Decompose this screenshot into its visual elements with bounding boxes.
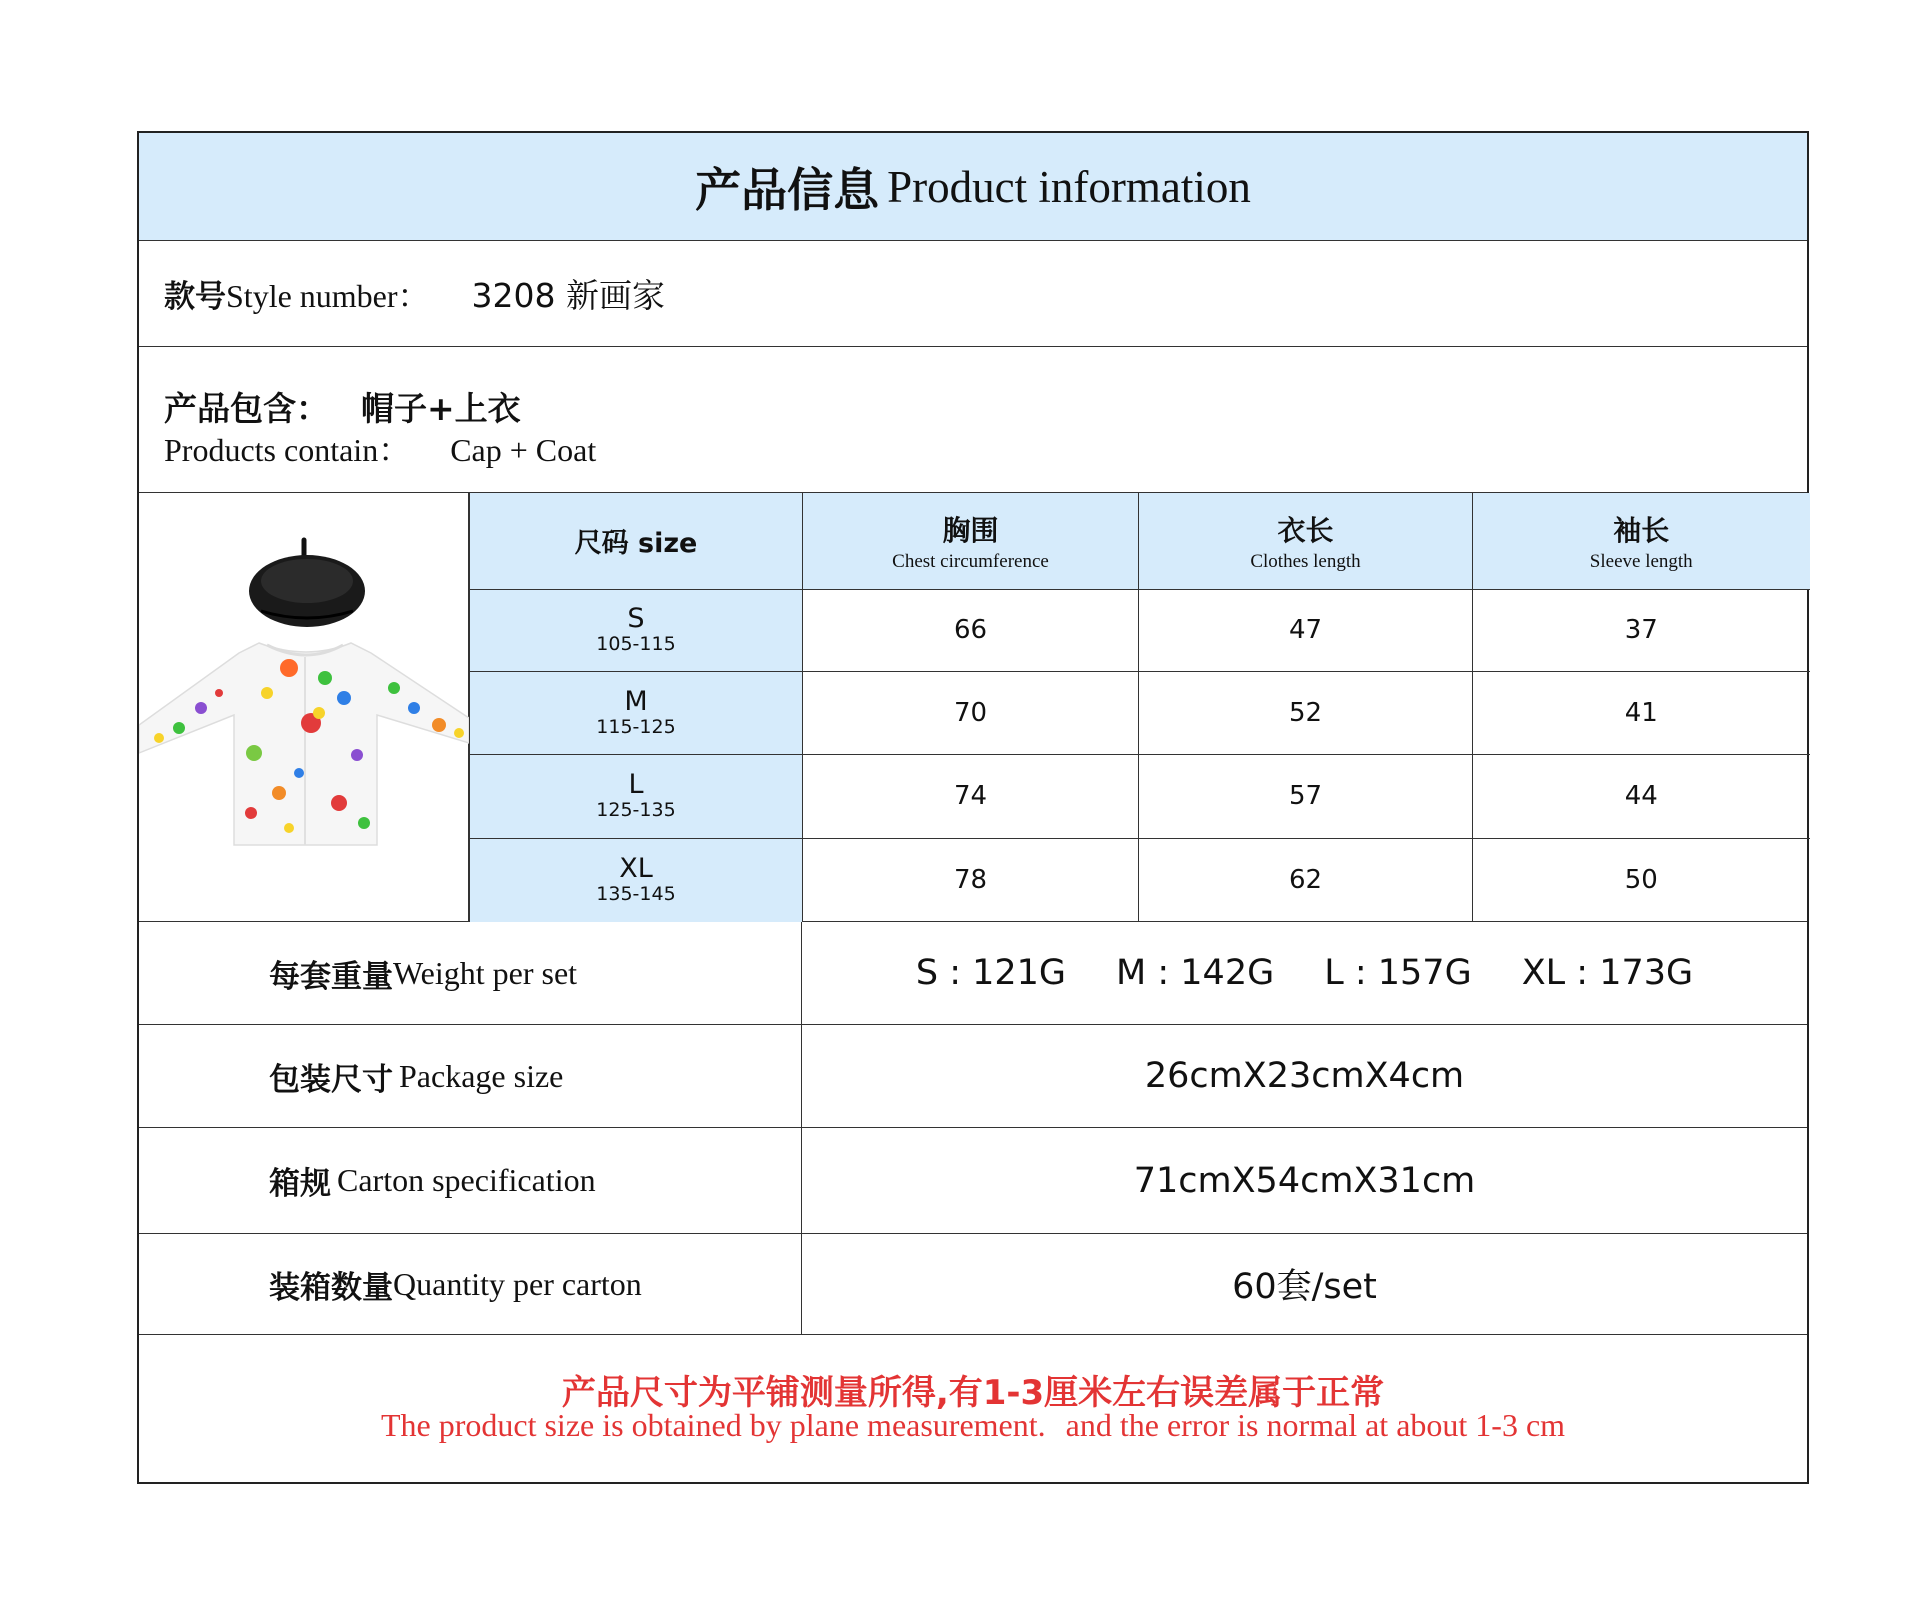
size-range: 115-125 [596, 715, 676, 738]
quantity-row [139, 1234, 1807, 1335]
carton-spec-row [139, 1128, 1807, 1234]
package-label-en: Package size [399, 1057, 564, 1094]
contain-label-en: Products contain： [164, 432, 411, 468]
product-photo [139, 493, 469, 922]
package-size-row [139, 1025, 1807, 1128]
contain-value-en: Cap + Coat [450, 432, 597, 468]
size-column-header: 尺码 size [470, 493, 803, 589]
contain-value-zh: 帽子+上衣 [361, 389, 521, 428]
chest-value: 66 [953, 615, 988, 645]
weight-label-en: Weight per set [393, 954, 578, 991]
size-table [469, 493, 1810, 922]
size-chart-block [139, 493, 1807, 922]
note-en-part2: and the error is normal at about 1-3 cm [1065, 1407, 1566, 1443]
size-name: M [624, 685, 648, 717]
note-zh: 产品尺寸为平铺测量所得,有1-3厘米左右误差属于正常 [561, 1373, 1385, 1413]
weight-label-zh: 每套重量 [269, 958, 393, 995]
chest-value: 78 [953, 865, 988, 896]
length-value: 52 [1288, 697, 1323, 728]
measurement-note [139, 1335, 1807, 1486]
table-row [470, 754, 1810, 838]
size-name: XL [619, 853, 653, 885]
product-info-sheet [137, 131, 1809, 1484]
header [139, 133, 1807, 241]
quantity-value: 60套/set [1232, 1267, 1377, 1307]
weight-m: M : 142G [1116, 953, 1275, 993]
chest-value: 70 [953, 697, 988, 728]
style-number-row [139, 241, 1807, 347]
size-table-header [470, 493, 1810, 589]
sleeve-value: 44 [1624, 781, 1658, 811]
weight-s: S : 121G [915, 953, 1067, 993]
contain-label-zh: 产品包含： [164, 389, 329, 428]
length-value: 62 [1288, 865, 1323, 896]
carton-value: 71cmX54cmX31cm [1133, 1160, 1476, 1201]
weight-values [802, 922, 1807, 1024]
package-label-zh: 包装尺寸 [269, 1061, 393, 1098]
quantity-label-zh: 装箱数量 [269, 1269, 393, 1306]
table-row [470, 838, 1810, 922]
sleeve-value: 41 [1624, 697, 1658, 728]
note-en [139, 1407, 1807, 1444]
weight-row [139, 922, 1807, 1025]
style-value: 3208 新画家 [471, 276, 666, 315]
length-value: 57 [1288, 781, 1323, 811]
style-label-zh: 款号 [164, 279, 226, 315]
size-range: 105-115 [596, 633, 676, 655]
weight-xl: XL : 173G [1521, 953, 1694, 993]
size-name: L [628, 769, 644, 800]
style-label-en: Style number： [226, 277, 430, 314]
package-value: 26cmX23cmX4cm [1144, 1056, 1465, 1096]
table-row [470, 589, 1810, 671]
note-en-part1: The product size is obtained by plane measurement. [380, 1407, 1046, 1443]
table-row [470, 671, 1810, 754]
length-value: 47 [1288, 615, 1323, 645]
length-column-header: 衣长 Clothes length [1139, 493, 1473, 589]
header-title-zh: 产品信息 [695, 162, 880, 217]
weight-l: L : 157G [1324, 953, 1472, 993]
quantity-label-en: Quantity per carton [393, 1265, 642, 1302]
carton-label-en: Carton specification [337, 1162, 596, 1198]
carton-label-zh: 箱规 [269, 1166, 331, 1202]
size-range: 135-145 [596, 883, 676, 906]
chest-value: 74 [953, 781, 988, 811]
chest-column-header: 胸围 Chest circumference [803, 493, 1139, 589]
products-contain-row [139, 347, 1807, 493]
size-name: S [627, 603, 645, 634]
sleeve-value: 37 [1624, 615, 1658, 645]
sleeve-column-header: 袖长 Sleeve length [1473, 493, 1810, 589]
size-range: 125-135 [596, 799, 676, 821]
header-title-en: Product information [887, 161, 1251, 212]
sleeve-value: 50 [1624, 865, 1658, 896]
